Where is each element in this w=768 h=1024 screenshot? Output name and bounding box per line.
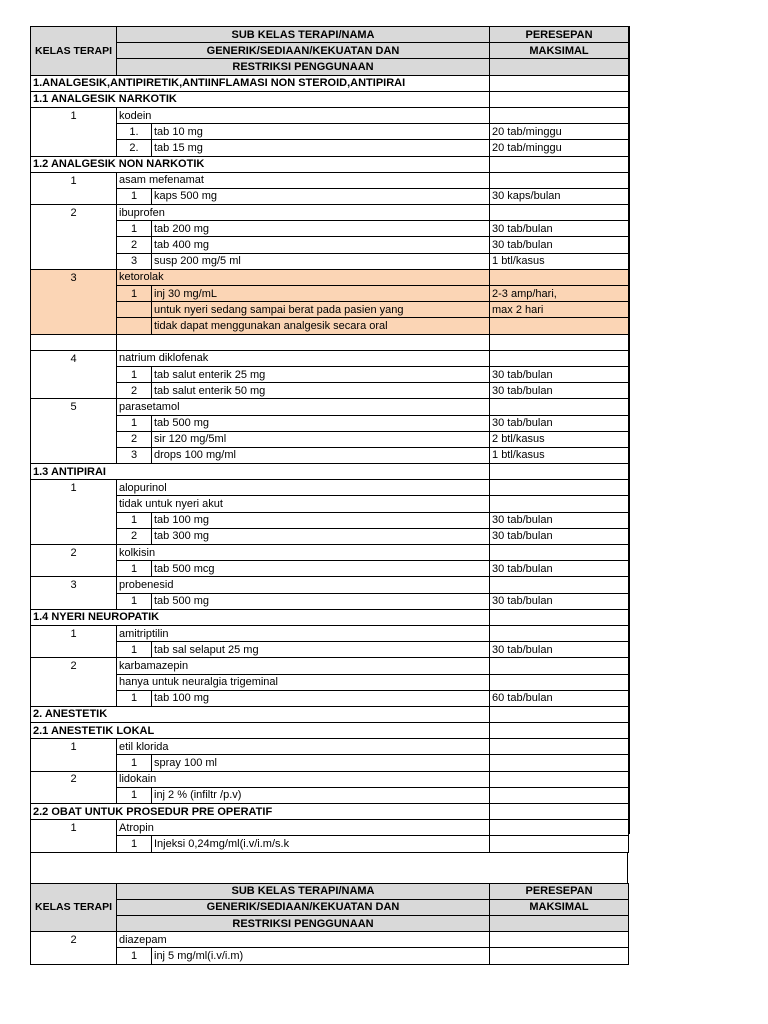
preparation-cell: susp 200 mg/5 ml (152, 253, 490, 269)
max-prescription-cell (490, 75, 629, 91)
formulary-table (30, 26, 629, 853)
section-title: 1.ANALGESIK,ANTIPIRETIK,ANTIINFLAMASI NON STEROID,ANTIPIRAI (31, 75, 490, 91)
kelas-number-cell (31, 948, 117, 964)
table-row (31, 205, 629, 221)
max-prescription-cell: max 2 hari (490, 302, 629, 318)
drug-name-cell: ketorolak (117, 269, 490, 285)
max-prescription-cell (490, 334, 629, 350)
max-prescription-cell (490, 658, 629, 674)
table-row (31, 124, 629, 140)
preparation-number-cell: 1 (117, 415, 152, 431)
table-body (31, 932, 629, 964)
preparation-cell: inj 5 mg/ml(i.v/i.m) (152, 948, 490, 964)
max-prescription-cell: 30 tab/bulan (490, 366, 629, 382)
formulary-table-continued (30, 883, 629, 965)
max-prescription-cell (490, 91, 629, 107)
table-row (31, 577, 629, 593)
table-row (31, 480, 629, 496)
header-kelas-terapi: KELAS TERAPI (31, 27, 117, 76)
table-row (31, 269, 629, 285)
table-row (31, 140, 629, 156)
preparation-cell: tab 100 mg (152, 512, 490, 528)
header-subkelas-line1: SUB KELAS TERAPI/NAMA (117, 883, 490, 899)
preparation-number-cell: 1 (117, 286, 152, 302)
max-prescription-cell (490, 480, 629, 496)
kelas-number-cell (31, 221, 117, 237)
kelas-number-cell (31, 836, 117, 852)
max-prescription-cell (490, 948, 629, 964)
kelas-number-cell (31, 237, 117, 253)
preparation-number-cell: 1 (117, 642, 152, 658)
table-row (31, 253, 629, 269)
max-prescription-cell: 30 tab/bulan (490, 237, 629, 253)
table-row (31, 723, 629, 739)
kelas-number-cell: 3 (31, 269, 117, 285)
table-header-row (31, 899, 629, 915)
kelas-number-cell (31, 528, 117, 544)
kelas-number-cell (31, 124, 117, 140)
table-row (31, 286, 629, 302)
preparation-number-cell: 2. (117, 140, 152, 156)
kelas-number-cell: 1 (31, 820, 117, 836)
max-prescription-cell: 30 tab/bulan (490, 593, 629, 609)
preparation-number-cell: 3 (117, 253, 152, 269)
kelas-number-cell (31, 431, 117, 447)
table-row (31, 383, 629, 399)
kelas-number-cell: 4 (31, 350, 117, 366)
preparation-number-cell: 2 (117, 383, 152, 399)
max-prescription-cell (490, 755, 629, 771)
table-row (31, 545, 629, 561)
max-prescription-cell (490, 318, 629, 334)
preparation-cell: tab 500 mg (152, 415, 490, 431)
kelas-number-cell: 2 (31, 771, 117, 787)
max-prescription-cell (490, 674, 629, 690)
preparation-number-cell: 1 (117, 690, 152, 706)
section-title: 2.1 ANESTETIK LOKAL (31, 723, 490, 739)
kelas-number-cell (31, 286, 117, 302)
header-peresepan-line2: MAKSIMAL (490, 899, 629, 915)
max-prescription-cell (490, 609, 629, 625)
table-row (31, 107, 629, 123)
preparation-number-cell: 1 (117, 755, 152, 771)
max-prescription-cell (490, 771, 629, 787)
preparation-cell: sir 120 mg/5ml (152, 431, 490, 447)
table-header-row (31, 43, 629, 59)
kelas-number-cell (31, 690, 117, 706)
table-row (31, 334, 629, 350)
table-gap (30, 853, 628, 883)
header-peresepan-line1: PERESEPAN (490, 27, 629, 43)
kelas-number-cell (31, 188, 117, 204)
kelas-number-cell (31, 415, 117, 431)
table-row (31, 237, 629, 253)
table-row (31, 561, 629, 577)
max-prescription-cell (490, 350, 629, 366)
table-row (31, 350, 629, 366)
preparation-number-cell: 2 (117, 237, 152, 253)
header-subkelas-line3: RESTRIKSI PENGGUNAAN (117, 915, 490, 931)
header-peresepan-line2: MAKSIMAL (490, 43, 629, 59)
max-prescription-cell (490, 577, 629, 593)
preparation-number-cell: 2 (117, 528, 152, 544)
max-prescription-cell: 20 tab/minggu (490, 140, 629, 156)
header-subkelas-line1: SUB KELAS TERAPI/NAMA (117, 27, 490, 43)
max-prescription-cell (490, 723, 629, 739)
max-prescription-cell: 20 tab/minggu (490, 124, 629, 140)
blank-cell (117, 334, 490, 350)
max-prescription-cell (490, 496, 629, 512)
table-body (31, 75, 629, 852)
max-prescription-cell: 30 kaps/bulan (490, 188, 629, 204)
table-row (31, 771, 629, 787)
max-prescription-cell (490, 836, 629, 852)
max-prescription-cell: 2-3 amp/hari, (490, 286, 629, 302)
kelas-number-cell: 3 (31, 577, 117, 593)
drug-name-cell: tidak untuk nyeri akut (117, 496, 490, 512)
kelas-number-cell (31, 366, 117, 382)
table-header-row (31, 883, 629, 899)
max-prescription-cell (490, 706, 629, 722)
drug-name-cell: natrium diklofenak (117, 350, 490, 366)
preparation-cell: tab 100 mg (152, 690, 490, 706)
section-title: 2. ANESTETIK (31, 706, 490, 722)
preparation-cell: tab 200 mg (152, 221, 490, 237)
kelas-number-cell: 2 (31, 205, 117, 221)
drug-name-cell: kolkisin (117, 545, 490, 561)
drug-name-cell: lidokain (117, 771, 490, 787)
max-prescription-cell (490, 625, 629, 641)
preparation-cell: kaps 500 mg (152, 188, 490, 204)
preparation-number-cell: 1 (117, 787, 152, 803)
preparation-cell: tab salut enterik 25 mg (152, 366, 490, 382)
drug-name-cell: diazepam (117, 932, 490, 948)
table-row (31, 431, 629, 447)
max-prescription-cell (490, 172, 629, 188)
drug-name-cell: asam mefenamat (117, 172, 490, 188)
table-row (31, 804, 629, 820)
table-row (31, 820, 629, 836)
kelas-number-cell (31, 383, 117, 399)
header-kelas-terapi: KELAS TERAPI (31, 883, 117, 932)
max-prescription-cell: 1 btl/kasus (490, 447, 629, 463)
table-header-row (31, 915, 629, 931)
section-title: 1.4 NYERI NEUROPATIK (31, 609, 490, 625)
preparation-cell: tab salut enterik 50 mg (152, 383, 490, 399)
max-prescription-cell (490, 399, 629, 415)
table-header-row (31, 27, 629, 43)
max-prescription-cell (490, 820, 629, 836)
kelas-number-cell (31, 318, 117, 334)
max-prescription-cell (490, 787, 629, 803)
section-title: 1.3 ANTIPIRAI (31, 464, 490, 480)
preparation-number-cell: 1 (117, 948, 152, 964)
max-prescription-cell: 30 tab/bulan (490, 642, 629, 658)
table-row (31, 75, 629, 91)
drug-name-cell: parasetamol (117, 399, 490, 415)
header-peresepan-line3 (490, 59, 629, 75)
preparation-cell: untuk nyeri sedang sampai berat pada pasien yang (152, 302, 490, 318)
drug-name-cell: Atropin (117, 820, 490, 836)
table-row (31, 188, 629, 204)
drug-name-cell: hanya untuk neuralgia trigeminal (117, 674, 490, 690)
table-row (31, 787, 629, 803)
kelas-number-cell: 2 (31, 658, 117, 674)
max-prescription-cell: 30 tab/bulan (490, 528, 629, 544)
table-row (31, 496, 629, 512)
preparation-cell: tab 500 mg (152, 593, 490, 609)
table-row (31, 366, 629, 382)
max-prescription-cell: 30 tab/bulan (490, 221, 629, 237)
preparation-number-cell (117, 318, 152, 334)
kelas-number-cell: 2 (31, 545, 117, 561)
drug-name-cell: kodein (117, 107, 490, 123)
preparation-number-cell: 2 (117, 431, 152, 447)
max-prescription-cell (490, 205, 629, 221)
preparation-cell: tab 400 mg (152, 237, 490, 253)
kelas-number-cell (31, 561, 117, 577)
max-prescription-cell: 2 btl/kasus (490, 431, 629, 447)
kelas-number-cell: 1 (31, 107, 117, 123)
max-prescription-cell (490, 804, 629, 820)
preparation-number-cell: 3 (117, 447, 152, 463)
max-prescription-cell (490, 545, 629, 561)
preparation-number-cell: 1 (117, 188, 152, 204)
kelas-number-cell: 2 (31, 932, 117, 948)
max-prescription-cell: 30 tab/bulan (490, 561, 629, 577)
preparation-cell: drops 100 mg/ml (152, 447, 490, 463)
max-prescription-cell: 30 tab/bulan (490, 415, 629, 431)
preparation-cell: inj 2 % (infiltr /p.v) (152, 787, 490, 803)
kelas-number-cell (31, 302, 117, 318)
max-prescription-cell (490, 464, 629, 480)
table-header-row (31, 59, 629, 75)
kelas-number-cell: 1 (31, 480, 117, 496)
header-peresepan-line3 (490, 915, 629, 931)
table-row (31, 674, 629, 690)
max-prescription-cell (490, 932, 629, 948)
table-row (31, 690, 629, 706)
preparation-cell: tidak dapat menggunakan analgesik secara oral (152, 318, 490, 334)
kelas-number-cell (31, 755, 117, 771)
kelas-number-cell (31, 593, 117, 609)
table-row (31, 932, 629, 948)
max-prescription-cell (490, 156, 629, 172)
max-prescription-cell (490, 739, 629, 755)
max-prescription-cell (490, 107, 629, 123)
kelas-number-cell (31, 496, 117, 512)
table-row (31, 739, 629, 755)
table-row (31, 512, 629, 528)
kelas-number-cell (31, 642, 117, 658)
preparation-cell: tab 300 mg (152, 528, 490, 544)
kelas-number-cell (31, 253, 117, 269)
preparation-cell: inj 30 mg/mL (152, 286, 490, 302)
drug-name-cell: alopurinol (117, 480, 490, 496)
kelas-number-cell (31, 140, 117, 156)
table-row (31, 593, 629, 609)
table-row (31, 221, 629, 237)
kelas-number-cell (31, 334, 117, 350)
preparation-number-cell: 1 (117, 221, 152, 237)
drug-name-cell: amitriptilin (117, 625, 490, 641)
table-row (31, 528, 629, 544)
section-title: 2.2 OBAT UNTUK PROSEDUR PRE OPERATIF (31, 804, 490, 820)
table-row (31, 318, 629, 334)
max-prescription-cell: 60 tab/bulan (490, 690, 629, 706)
table-row (31, 302, 629, 318)
kelas-number-cell: 1 (31, 625, 117, 641)
preparation-cell: tab 500 mcg (152, 561, 490, 577)
table-row (31, 172, 629, 188)
max-prescription-cell: 1 btl/kasus (490, 253, 629, 269)
max-prescription-cell (490, 269, 629, 285)
kelas-number-cell (31, 787, 117, 803)
preparation-number-cell: 1 (117, 593, 152, 609)
preparation-number-cell: 1 (117, 512, 152, 528)
kelas-number-cell: 5 (31, 399, 117, 415)
table-row (31, 91, 629, 107)
table-row (31, 625, 629, 641)
drug-name-cell: etil klorida (117, 739, 490, 755)
kelas-number-cell: 1 (31, 172, 117, 188)
table-row (31, 658, 629, 674)
drug-name-cell: ibuprofen (117, 205, 490, 221)
header-subkelas-line3: RESTRIKSI PENGGUNAAN (117, 59, 490, 75)
section-title: 1.1 ANALGESIK NARKOTIK (31, 91, 490, 107)
preparation-number-cell: 1 (117, 561, 152, 577)
header-subkelas-line2: GENERIK/SEDIAAN/KEKUATAN DAN (117, 899, 490, 915)
table-row (31, 447, 629, 463)
preparation-number-cell: 1 (117, 366, 152, 382)
kelas-number-cell (31, 447, 117, 463)
kelas-number-cell (31, 674, 117, 690)
sheet-right-border (628, 26, 630, 834)
table-row (31, 948, 629, 964)
drug-name-cell: probenesid (117, 577, 490, 593)
preparation-cell: tab 10 mg (152, 124, 490, 140)
table-row (31, 156, 629, 172)
drug-name-cell: karbamazepin (117, 658, 490, 674)
preparation-number-cell: 1. (117, 124, 152, 140)
preparation-cell: spray 100 ml (152, 755, 490, 771)
section-title: 1.2 ANALGESIK NON NARKOTIK (31, 156, 490, 172)
preparation-number-cell (117, 302, 152, 318)
table-row (31, 706, 629, 722)
max-prescription-cell: 30 tab/bulan (490, 383, 629, 399)
table-row (31, 464, 629, 480)
preparation-number-cell: 1 (117, 836, 152, 852)
formulary-sheet (30, 26, 628, 965)
header-peresepan-line1: PERESEPAN (490, 883, 629, 899)
kelas-number-cell (31, 512, 117, 528)
table-row (31, 642, 629, 658)
max-prescription-cell: 30 tab/bulan (490, 512, 629, 528)
kelas-number-cell: 1 (31, 739, 117, 755)
preparation-cell: Injeksi 0,24mg/ml(i.v/i.m/s.k (152, 836, 490, 852)
preparation-cell: tab sal selaput 25 mg (152, 642, 490, 658)
header-subkelas-line2: GENERIK/SEDIAAN/KEKUATAN DAN (117, 43, 490, 59)
table-row (31, 415, 629, 431)
preparation-cell: tab 15 mg (152, 140, 490, 156)
table-row (31, 399, 629, 415)
table-row (31, 755, 629, 771)
table-row (31, 609, 629, 625)
table-row (31, 836, 629, 852)
